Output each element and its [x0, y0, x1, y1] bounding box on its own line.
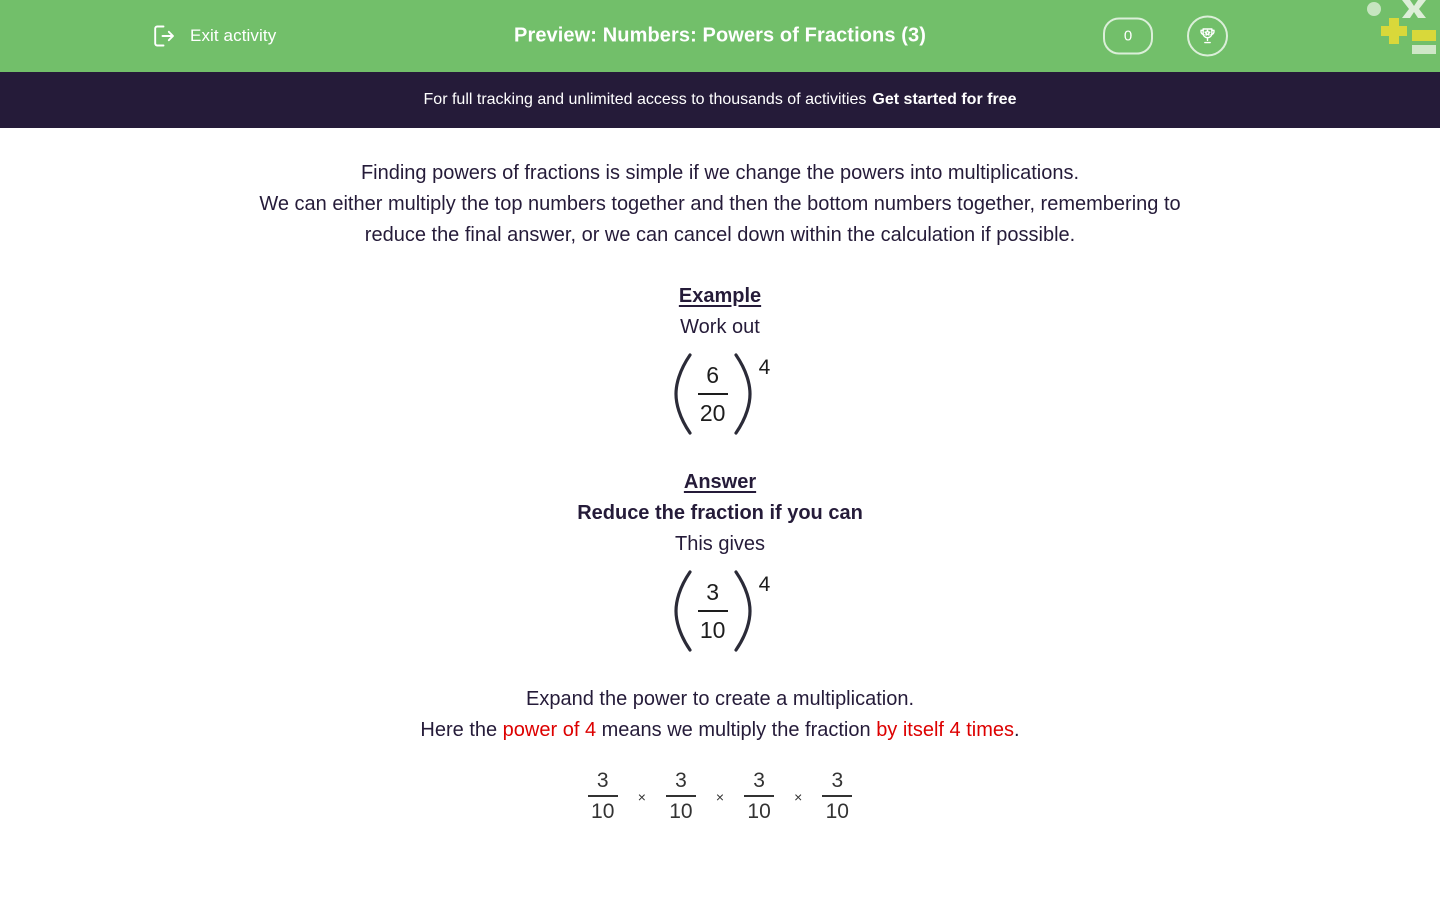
header-decoration: [1362, 0, 1440, 56]
example-fraction: [696, 351, 730, 437]
answer-instruction: Reduce the fraction if you can: [577, 502, 863, 524]
example-expression: [0, 351, 1440, 437]
answer-lead-in: This gives: [674, 533, 766, 555]
trophy-button[interactable]: [1187, 16, 1228, 57]
multiply-operator: ×: [637, 789, 646, 805]
score-badge[interactable]: [1103, 18, 1153, 55]
multiply-operator: ×: [715, 789, 725, 805]
page-title: Preview: Numbers: Powers of Fractions (3): [514, 24, 926, 47]
right-parenthesis-icon: [730, 568, 756, 654]
example-fraction-bar: [698, 393, 728, 395]
mult-numerator: 3: [596, 769, 609, 792]
example-denominator: 20: [699, 400, 726, 426]
mult-fraction-bar: [666, 795, 696, 797]
mult-fraction-1: [588, 768, 618, 824]
mult-denominator: 10: [747, 800, 771, 823]
explanation-text-c: .: [1014, 719, 1020, 741]
answer-heading: Answer: [683, 471, 757, 493]
mult-fraction-4: [822, 768, 852, 824]
mult-fraction-3: [744, 768, 774, 824]
mult-denominator: 10: [825, 800, 849, 823]
multiply-operator: ×: [794, 789, 803, 805]
intro-line-1: Finding powers of fractions is simple if we change the powers into multiplications.: [360, 162, 1080, 184]
answer-numerator: 3: [706, 579, 720, 605]
answer-exponent: 4: [758, 573, 771, 596]
exit-activity-label: Exit activity: [190, 26, 277, 45]
explanation-line-1: Expand the power to create a multiplication.: [526, 688, 914, 710]
intro-paragraph: [130, 158, 1310, 251]
mult-denominator: 10: [591, 800, 615, 823]
left-parenthesis-icon: [670, 351, 696, 437]
intro-line-2: We can either multiply the top numbers together and then the bottom numbers together, remembering to: [259, 193, 1181, 215]
highlight-power-of-4: power of 4: [502, 719, 597, 741]
highlight-by-itself-4-times: by itself 4 times: [876, 719, 1015, 741]
mult-denominator: 10: [669, 800, 693, 823]
example-numerator: 6: [706, 362, 720, 388]
intro-line-3: reduce the final answer, or we can cancel down within the calculation if possible.: [364, 224, 1076, 246]
multiplication-row: [0, 768, 1440, 824]
exit-activity-button[interactable]: [148, 21, 276, 51]
mult-fraction-bar: [588, 795, 618, 797]
explanation-line-2: [0, 715, 1440, 746]
mult-fraction-2: [666, 768, 696, 824]
app-header: [0, 0, 1440, 72]
explanation-text-b: means we multiply the fraction: [596, 719, 877, 741]
answer-fraction-bar: [698, 610, 728, 612]
answer-denominator: 10: [699, 617, 726, 643]
example-prompt: Work out: [680, 316, 760, 338]
explanation-text-a: Here the: [420, 719, 503, 741]
promo-banner: [0, 72, 1440, 128]
mult-fraction-bar: [822, 795, 852, 797]
answer-fraction: [696, 568, 730, 654]
example-exponent: 4: [758, 356, 771, 379]
explanation-paragraph: [0, 684, 1440, 746]
score-value: 0: [1123, 27, 1133, 45]
activity-content: [0, 128, 1440, 824]
mult-numerator: 3: [753, 769, 765, 792]
mult-fraction-bar: [744, 795, 774, 797]
trophy-icon: [1197, 26, 1218, 47]
get-started-link[interactable]: Get started for free: [872, 91, 1017, 108]
example-heading: Example: [678, 285, 762, 307]
mult-numerator: 3: [831, 769, 844, 792]
exit-door-arrow-icon: [148, 21, 178, 51]
answer-expression: [0, 568, 1440, 654]
promo-text: For full tracking and unlimited access to thousands of activities: [423, 91, 867, 108]
left-parenthesis-icon: [670, 568, 696, 654]
right-parenthesis-icon: [730, 351, 756, 437]
mult-numerator: 3: [675, 769, 687, 792]
header-actions: [1103, 16, 1228, 57]
